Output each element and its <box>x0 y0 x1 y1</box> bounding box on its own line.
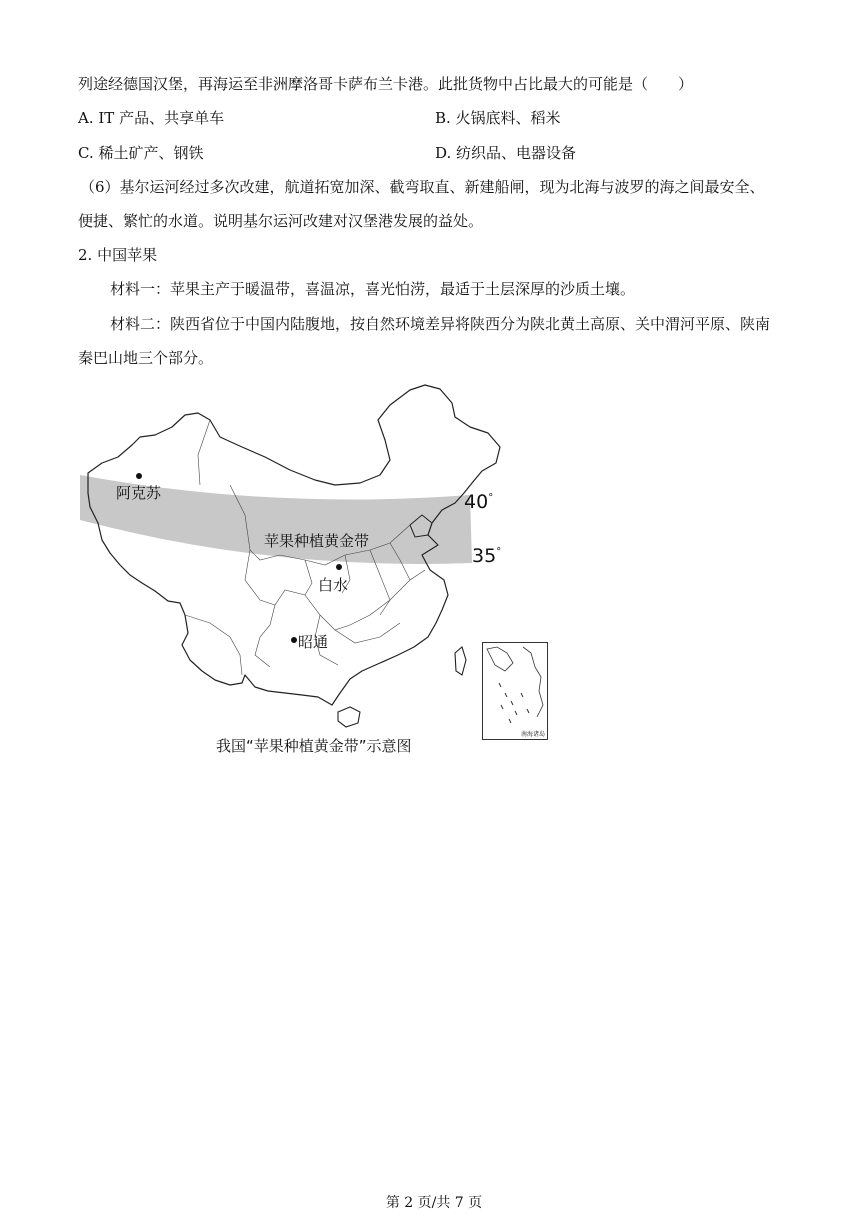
inset-label: 南海诸岛 <box>520 731 545 738</box>
baishui-marker <box>336 564 342 570</box>
zhaotong-marker <box>291 637 297 643</box>
aksu-marker <box>136 473 142 479</box>
band-label: 苹果种植黄金带 <box>264 532 370 550</box>
place-label-aksu: 阿克苏 <box>116 484 162 502</box>
q6-line-1: （6）基尔运河经过多次改建，航道拓宽加深、截弯取直、新建船闸，现为北海与波罗的海之间最安全、 <box>80 178 765 196</box>
map-caption: 我国“苹果种植黄金带”示意图 <box>216 737 412 755</box>
place-label-zhaotong: 昭通 <box>298 633 329 651</box>
latitude-40-label: 40° <box>464 491 494 513</box>
q6-line-2: 便捷、繁忙的水道。说明基尔运河改建对汉堡港发展的益处。 <box>78 212 484 230</box>
material-1: 材料一：苹果主产于暖温带，喜温凉，喜光怕涝，最适于土层深厚的沙质土壤。 <box>110 280 636 298</box>
option-b: B. 火锅底料、稻米 <box>435 109 561 127</box>
option-c: C. 稀土矿产、钢铁 <box>78 144 204 162</box>
hainan-island <box>338 707 360 727</box>
option-a: A. IT 产品、共享单车 <box>78 109 225 127</box>
latitude-35-label: 35° <box>472 545 502 567</box>
option-d: D. 纺织品、电器设备 <box>435 144 577 162</box>
inset-map <box>483 643 547 739</box>
taiwan-island <box>455 647 466 675</box>
question-text: 列途经德国汉堡，再海运至非洲摩洛哥卡萨布兰卡港。此批货物中占比最大的可能是（ ） <box>78 75 694 93</box>
material-2-line-1: 材料二：陕西省位于中国内陆腹地，按自然环境差异将陕西分为陕北黄土高原、关中渭河平原、陕南 <box>110 315 771 333</box>
apple-belt-map <box>80 375 560 745</box>
place-label-baishui: 白水 <box>318 576 349 594</box>
page-footer: 第 2 页/共 7 页 <box>385 1195 483 1211</box>
material-2-line-2: 秦巴山地三个部分。 <box>78 349 214 367</box>
south-china-sea-inset <box>482 642 548 740</box>
q2-heading: 2. 中国苹果 <box>78 246 158 264</box>
